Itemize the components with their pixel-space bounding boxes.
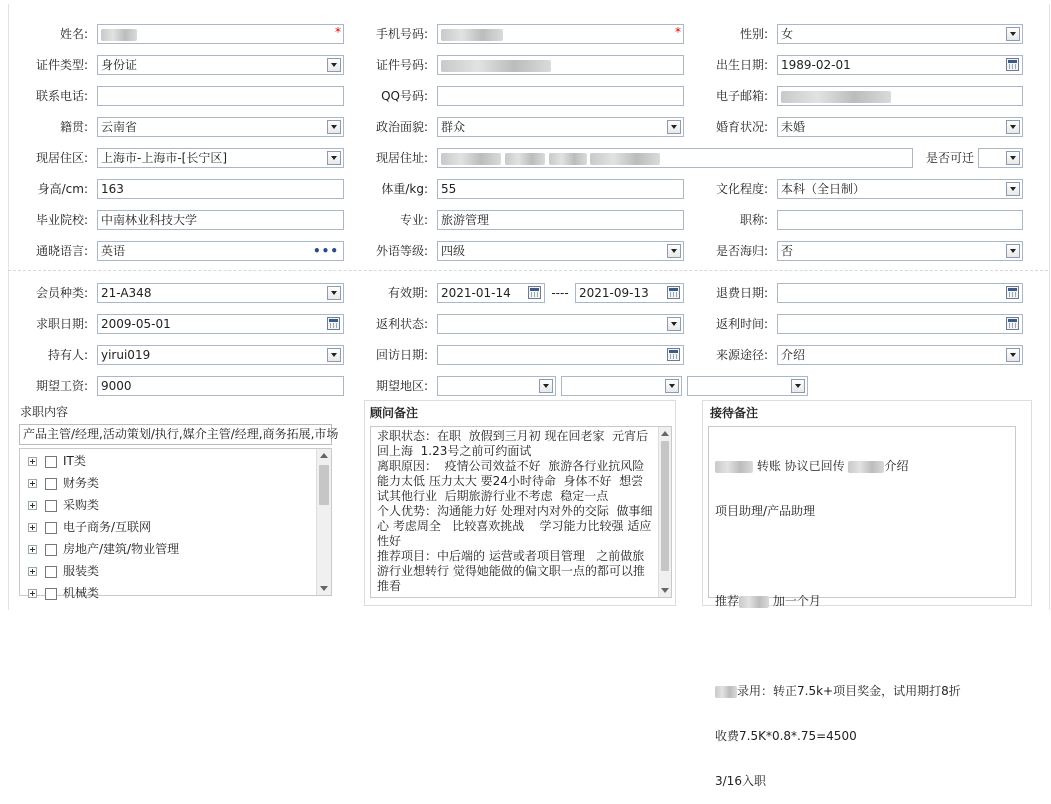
redacted-text bbox=[715, 461, 753, 473]
reception-text: 转账 协议已回传 bbox=[756, 459, 845, 473]
weight-input[interactable] bbox=[437, 179, 684, 199]
advisor-scrollbar[interactable] bbox=[658, 427, 671, 597]
advisor-title: 顾问备注 bbox=[370, 406, 419, 420]
chevron-down-icon[interactable] bbox=[1006, 348, 1020, 362]
chevron-down-icon[interactable] bbox=[1006, 151, 1020, 165]
chevron-down-icon[interactable] bbox=[667, 317, 681, 331]
height-value: 163 bbox=[101, 182, 124, 196]
expand-icon[interactable] bbox=[28, 457, 37, 466]
rebatetime-label: 返利时间: bbox=[715, 317, 768, 331]
holder-label: 持有人: bbox=[47, 348, 88, 362]
native-label: 籍贯: bbox=[59, 120, 88, 134]
chevron-down-icon[interactable] bbox=[539, 379, 553, 393]
gender-select[interactable] bbox=[777, 24, 1023, 44]
height-label: 身高/cm: bbox=[37, 182, 88, 196]
chevron-down-icon[interactable] bbox=[327, 286, 341, 300]
weight-value: 55 bbox=[441, 182, 457, 196]
chevron-down-icon[interactable] bbox=[327, 151, 341, 165]
scroll-down-icon[interactable] bbox=[661, 588, 669, 593]
valid-separator: ---- bbox=[551, 286, 569, 300]
chevron-down-icon[interactable] bbox=[1006, 120, 1020, 134]
chevron-down-icon[interactable] bbox=[1006, 182, 1020, 196]
chevron-down-icon[interactable] bbox=[667, 120, 681, 134]
job-summary-input[interactable] bbox=[19, 424, 339, 445]
redacted-text bbox=[781, 91, 891, 103]
redacted-text bbox=[715, 686, 737, 698]
valid-label: 有效期: bbox=[387, 286, 428, 300]
reception-text: 推荐 bbox=[715, 594, 740, 608]
source-select[interactable] bbox=[777, 345, 1023, 365]
major-value: 旅游管理 bbox=[441, 213, 490, 227]
advisor-notes-textarea[interactable] bbox=[370, 426, 672, 598]
calendar-icon[interactable] bbox=[327, 317, 340, 330]
rebate-select[interactable] bbox=[437, 314, 684, 334]
reception-notes-textarea[interactable] bbox=[708, 426, 1016, 788]
political-value: 群众 bbox=[441, 120, 466, 134]
reception-line bbox=[715, 459, 1009, 474]
rebate-label: 返利状态: bbox=[375, 317, 428, 331]
tel-label: 联系电话: bbox=[35, 89, 88, 103]
idtype-label: 证件类型: bbox=[35, 58, 88, 72]
idtype-select[interactable] bbox=[97, 55, 344, 75]
lang-value: 英语 bbox=[101, 244, 126, 258]
tree-item-realestate[interactable] bbox=[28, 539, 179, 559]
name-label: 姓名: bbox=[59, 27, 88, 41]
qq-input[interactable] bbox=[437, 86, 684, 106]
valid-from-input[interactable] bbox=[437, 283, 545, 303]
tree-item-label: IT类 bbox=[63, 454, 86, 468]
chevron-down-icon[interactable] bbox=[791, 379, 805, 393]
residence-value: 上海市-上海市-[长宁区] bbox=[101, 151, 228, 165]
scroll-up-icon[interactable] bbox=[661, 431, 669, 436]
expand-icon[interactable] bbox=[28, 479, 37, 488]
birth-label: 出生日期: bbox=[715, 58, 768, 72]
marital-select[interactable] bbox=[777, 117, 1023, 137]
job-category-tree[interactable] bbox=[19, 448, 332, 600]
tree-item-finance[interactable] bbox=[28, 473, 99, 493]
tree-item-label: 采购类 bbox=[63, 498, 100, 512]
more-icon[interactable]: ••• bbox=[312, 244, 339, 258]
name-input[interactable] bbox=[97, 24, 344, 44]
region-label: 期望地区: bbox=[375, 379, 428, 393]
lang-label: 通晓语言: bbox=[35, 244, 88, 258]
school-label: 毕业院校: bbox=[35, 213, 88, 227]
birth-value: 1989-02-01 bbox=[781, 58, 851, 72]
calendar-icon[interactable] bbox=[1006, 317, 1019, 330]
checkbox[interactable] bbox=[45, 588, 57, 600]
valid-from-value: 2021-01-14 bbox=[441, 286, 511, 300]
advisor-notes-text: 求职状态：在职 放假到三月初 现在回老家 元宵后回上海 1.23号之前可约面试 离职原因： 疫情公司效益不好 旅游各行业抗风险能力太低 压力太大 要24小时待命 身体不好 想尝试其他行业 后期旅游行业不考虑 稳定一点 个人优势：沟通能力好 处理对内对外的交际 做事细心 考虑周全 比较喜欢挑战 学习能力比较强 适应性好 推荐项目：中后端的 运营或者项目管理 之前做旅游行业想转行 觉得她能做的偏文职一点的都可以推推看 bbox=[377, 429, 653, 593]
reception-line: 3/16入职 bbox=[715, 774, 766, 788]
region-city-select[interactable] bbox=[561, 376, 682, 396]
reception-text: 介绍 bbox=[884, 459, 909, 473]
native-select[interactable] bbox=[97, 117, 344, 137]
blank-line bbox=[715, 549, 1009, 564]
rebatetime-input[interactable] bbox=[777, 314, 1023, 334]
chevron-down-icon[interactable] bbox=[1006, 27, 1020, 41]
idno-input[interactable] bbox=[437, 55, 684, 75]
calendar-icon[interactable] bbox=[667, 348, 680, 361]
native-value: 云南省 bbox=[101, 120, 138, 134]
abroad-select[interactable] bbox=[777, 241, 1023, 261]
expand-icon[interactable] bbox=[28, 589, 37, 598]
checkbox[interactable] bbox=[45, 478, 57, 490]
region-province-select[interactable] bbox=[437, 376, 556, 396]
political-select[interactable] bbox=[437, 117, 684, 137]
valid-to-value: 2021-09-13 bbox=[579, 286, 649, 300]
chevron-down-icon[interactable] bbox=[665, 379, 679, 393]
redacted-text bbox=[441, 60, 551, 72]
political-label: 政治面貌: bbox=[375, 120, 428, 134]
gender-label: 性别: bbox=[739, 27, 768, 41]
job-summary-value: 产品主管/经理,活动策划/执行,媒介主管/经理,商务拓展,市场 bbox=[23, 427, 339, 441]
visit-label: 回访日期: bbox=[375, 348, 428, 362]
member-label: 会员种类: bbox=[35, 286, 88, 300]
email-label: 电子邮箱: bbox=[715, 89, 768, 103]
scroll-down-icon[interactable] bbox=[320, 586, 328, 591]
expand-icon[interactable] bbox=[28, 545, 37, 554]
qq-label: QQ号码: bbox=[381, 89, 428, 103]
langlevel-value: 四级 bbox=[441, 244, 466, 258]
section-divider bbox=[8, 270, 1048, 271]
title-label: 职称: bbox=[739, 213, 768, 227]
scroll-thumb[interactable] bbox=[661, 441, 669, 571]
phone-input[interactable] bbox=[437, 24, 684, 44]
reception-title: 接待备注 bbox=[710, 406, 759, 420]
school-input[interactable] bbox=[97, 210, 344, 230]
checkbox[interactable] bbox=[45, 500, 57, 512]
valid-to-input[interactable] bbox=[575, 283, 684, 303]
holder-select[interactable] bbox=[97, 345, 344, 365]
expand-icon[interactable] bbox=[28, 523, 37, 532]
salary-input[interactable] bbox=[97, 376, 344, 396]
chevron-down-icon[interactable] bbox=[667, 244, 681, 258]
required-marker: * bbox=[335, 25, 341, 39]
abroad-value: 否 bbox=[781, 244, 794, 258]
holder-value: yirui019 bbox=[101, 348, 151, 362]
birth-date-input[interactable] bbox=[777, 55, 1023, 75]
tree-item-apparel[interactable] bbox=[28, 561, 99, 581]
weight-label: 体重/kg: bbox=[381, 182, 428, 196]
major-label: 专业: bbox=[399, 213, 428, 227]
redacted-text bbox=[101, 29, 137, 41]
calendar-icon[interactable] bbox=[528, 286, 541, 299]
chevron-down-icon[interactable] bbox=[327, 58, 341, 72]
travel-select[interactable] bbox=[978, 148, 1023, 168]
travel-label: 是否可迁 bbox=[925, 151, 974, 165]
phone-label: 手机号码: bbox=[375, 27, 428, 41]
member-value: 21-A348 bbox=[101, 286, 152, 300]
required-marker: * bbox=[675, 25, 681, 39]
redacted-text bbox=[848, 461, 884, 473]
address-input[interactable] bbox=[437, 148, 913, 168]
jobdate-input[interactable] bbox=[97, 314, 344, 334]
tree-item-label: 财务类 bbox=[63, 476, 100, 490]
redacted-text bbox=[441, 29, 503, 41]
calendar-icon[interactable] bbox=[1006, 58, 1019, 71]
region-district-select[interactable] bbox=[687, 376, 808, 396]
tree-item-label: 服装类 bbox=[63, 564, 100, 578]
calendar-icon[interactable] bbox=[667, 286, 680, 299]
expand-icon[interactable] bbox=[28, 501, 37, 510]
tel-input[interactable] bbox=[97, 86, 344, 106]
job-content-title: 求职内容 bbox=[20, 405, 69, 419]
langlevel-label: 外语等级: bbox=[375, 244, 428, 258]
lang-input[interactable] bbox=[97, 241, 344, 261]
tree-item-ecommerce[interactable] bbox=[28, 517, 151, 537]
title-input[interactable] bbox=[777, 210, 1023, 230]
tree-item-purchase[interactable] bbox=[28, 495, 99, 515]
abroad-label: 是否海归: bbox=[715, 244, 768, 258]
school-value: 中南林业科技大学 bbox=[101, 213, 198, 227]
refund-label: 退费日期: bbox=[715, 286, 768, 300]
checkbox[interactable] bbox=[45, 456, 57, 468]
major-input[interactable] bbox=[437, 210, 684, 230]
reception-text: 加一个月 bbox=[772, 594, 821, 608]
salary-label: 期望工资: bbox=[35, 379, 88, 393]
jobdate-value: 2009-05-01 bbox=[101, 317, 171, 331]
tree-item-it[interactable] bbox=[28, 451, 86, 471]
calendar-icon[interactable] bbox=[1006, 286, 1019, 299]
idtype-value: 身份证 bbox=[101, 58, 138, 72]
tree-item-label: 电子商务/互联网 bbox=[63, 520, 152, 534]
expand-icon[interactable] bbox=[28, 567, 37, 576]
reception-line bbox=[715, 684, 1009, 699]
tree-scrollbar[interactable] bbox=[316, 449, 331, 595]
chevron-down-icon[interactable] bbox=[1006, 244, 1020, 258]
redacted-text bbox=[505, 153, 545, 165]
checkbox[interactable] bbox=[45, 522, 57, 534]
jobdate-label: 求职日期: bbox=[35, 317, 88, 331]
edu-select[interactable] bbox=[777, 179, 1023, 199]
checkbox[interactable] bbox=[45, 566, 57, 578]
source-label: 来源途径: bbox=[715, 348, 768, 362]
reception-line: 收费7.5K*0.8*.75=4500 bbox=[715, 729, 857, 743]
tree-item-machinery[interactable] bbox=[28, 583, 100, 600]
checkbox[interactable] bbox=[45, 544, 57, 556]
visit-date-input[interactable] bbox=[437, 345, 684, 365]
scroll-thumb[interactable] bbox=[319, 465, 329, 505]
edu-value: 本科（全日制） bbox=[781, 182, 866, 196]
idno-label: 证件号码: bbox=[375, 58, 428, 72]
reception-text: 录用：转正7.5k+项目奖金，试用期打8折 bbox=[737, 684, 961, 698]
chevron-down-icon[interactable] bbox=[327, 348, 341, 362]
reception-line bbox=[715, 594, 1009, 609]
tree-item-label: 房地产/建筑/物业管理 bbox=[63, 542, 180, 556]
marital-value: 未婚 bbox=[781, 120, 806, 134]
marital-label: 婚育状况: bbox=[715, 120, 768, 134]
edu-label: 文化程度: bbox=[715, 182, 768, 196]
source-value: 介绍 bbox=[781, 348, 806, 362]
gender-value: 女 bbox=[781, 27, 794, 41]
redacted-text bbox=[590, 153, 660, 165]
redacted-text bbox=[549, 153, 587, 165]
residence-select[interactable] bbox=[97, 148, 344, 168]
chevron-down-icon[interactable] bbox=[327, 120, 341, 134]
height-input[interactable] bbox=[97, 179, 344, 199]
reception-line: 项目助理/产品助理 bbox=[715, 504, 816, 518]
redacted-text bbox=[441, 153, 501, 165]
email-input[interactable] bbox=[777, 86, 1023, 106]
salary-value: 9000 bbox=[101, 379, 132, 393]
residence-label: 现居住区: bbox=[35, 151, 88, 165]
blank-line bbox=[715, 639, 1009, 654]
langlevel-select[interactable] bbox=[437, 241, 684, 261]
scroll-up-icon[interactable] bbox=[320, 453, 328, 458]
refund-date-input[interactable] bbox=[777, 283, 1023, 303]
member-select[interactable] bbox=[97, 283, 344, 303]
address-label: 现居住址: bbox=[375, 151, 428, 165]
tree-item-label: 机械类 bbox=[63, 586, 100, 600]
redacted-text bbox=[739, 596, 769, 608]
